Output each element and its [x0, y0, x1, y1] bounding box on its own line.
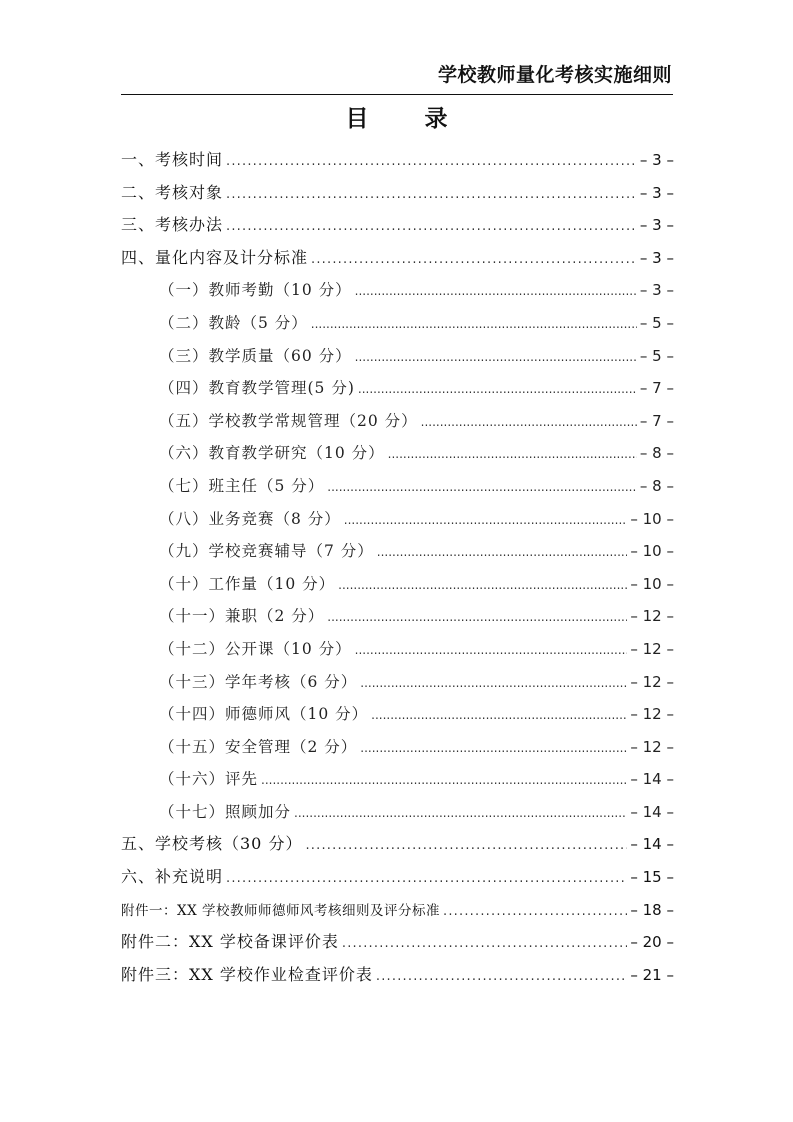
toc-entry-page-number: – 12 –: [630, 705, 674, 724]
toc-dot-leader: [443, 896, 627, 929]
toc-entry-page-number: – 3 –: [639, 151, 674, 169]
toc-dot-leader: [342, 928, 628, 961]
toc-entry[interactable]: [121, 763, 674, 796]
toc-entry-page-number: – 14 –: [630, 835, 674, 854]
toc-entry-title: 附件三：XX 学校作业检查评价表: [121, 964, 373, 984]
toc-dot-leader: [388, 438, 637, 471]
toc-entry-page-number: – 3 –: [639, 216, 674, 235]
toc-dot-leader: [226, 179, 637, 212]
toc-entry-page-number: – 3 –: [639, 183, 674, 202]
toc-entry-page-number: – 12 –: [630, 737, 674, 756]
toc-dot-leader: [294, 797, 627, 830]
toc-dot-leader: [358, 373, 637, 406]
toc-dot-leader: [371, 699, 627, 732]
toc-entry-title: （六）教育教学研究（10 分）: [159, 444, 385, 463]
toc-entry-title: （十四）师德师风（10 分）: [159, 705, 369, 724]
toc-dot-leader: [360, 732, 627, 765]
toc-entry-page-number: – 14 –: [630, 770, 674, 789]
toc-entry-title: 五、学校考核（30 分）: [121, 834, 303, 854]
toc-dot-leader: [311, 308, 637, 341]
toc-entry-title: （十三）学年考核（6 分）: [159, 672, 358, 691]
toc-entry-title: （九）学校竞赛辅导（7 分）: [159, 542, 374, 561]
toc-entry-page-number: – 18 –: [630, 900, 674, 919]
toc-dot-leader: [327, 471, 637, 504]
header-divider: [121, 94, 673, 95]
toc-entry-page-number: – 8 –: [639, 476, 674, 495]
toc-entry[interactable]: [121, 437, 674, 470]
toc-entry-page-number: – 15 –: [630, 868, 674, 887]
toc-dot-leader: [355, 275, 637, 308]
toc-entry[interactable]: [121, 372, 674, 405]
toc-entry-title: （十）工作量（10 分）: [159, 574, 336, 593]
toc-entry[interactable]: [121, 633, 674, 666]
toc-entry[interactable]: [121, 503, 674, 536]
toc-dot-leader: [360, 667, 627, 700]
toc-entry-page-number: – 12 –: [630, 672, 674, 691]
toc-dot-leader: [327, 601, 627, 634]
toc-entry[interactable]: [121, 828, 674, 861]
toc-entry-title: （四）教育教学管理(5 分): [159, 379, 355, 398]
toc-entry[interactable]: [121, 926, 674, 959]
toc-dot-leader: [376, 961, 628, 994]
toc-dot-leader: [226, 211, 637, 244]
toc-entry-title: 六、补充说明: [121, 867, 224, 887]
toc-entry-page-number: – 20 –: [630, 933, 674, 952]
toc-entry-title: （五）学校教学常规管理（20 分）: [159, 411, 418, 430]
toc-entry-page-number: – 12 –: [630, 607, 674, 626]
toc-entry-page-number: – 3 –: [639, 248, 674, 267]
toc-entry[interactable]: [121, 242, 674, 275]
toc-entry-title: （二）教龄（5 分）: [159, 313, 308, 332]
toc-entry-title: 附件二：XX 学校备课评价表: [121, 932, 339, 952]
toc-entry-title: （十六）评先: [159, 770, 259, 789]
toc-entry-title: （七）班主任（5 分）: [159, 476, 325, 495]
toc-entry-title: 三、考核办法: [121, 215, 224, 235]
toc-entry-title: 二、考核对象: [121, 182, 224, 202]
table-of-contents: [121, 144, 674, 991]
toc-entry-page-number: – 3 –: [639, 281, 674, 300]
toc-entry[interactable]: [121, 274, 674, 307]
toc-entry-title: （一）教师考勤（10 分）: [159, 281, 352, 300]
toc-entry-page-number: – 5 –: [639, 346, 674, 365]
toc-dot-leader: [226, 863, 627, 896]
toc-entry-title: （十二）公开课（10 分）: [159, 639, 352, 658]
toc-entry-page-number: – 7 –: [639, 411, 674, 430]
toc-dot-leader: [355, 341, 637, 374]
document-header-title: 学校教师量化考核实施细则: [437, 64, 672, 86]
toc-entry[interactable]: [121, 405, 674, 438]
toc-entry-page-number: – 10 –: [630, 542, 674, 561]
toc-entry[interactable]: [121, 177, 674, 210]
toc-heading: 目 录: [345, 106, 472, 132]
toc-entry-title: （三）教学质量（60 分）: [159, 346, 352, 365]
toc-entry[interactable]: [121, 340, 674, 373]
toc-dot-leader: [355, 634, 628, 667]
toc-entry[interactable]: [121, 568, 674, 601]
toc-dot-leader: [305, 830, 627, 863]
toc-entry[interactable]: [121, 698, 674, 731]
toc-entry-title: （八）业务竞赛（8 分）: [159, 509, 341, 528]
toc-entry[interactable]: [121, 307, 674, 340]
toc-entry[interactable]: [121, 959, 674, 992]
toc-dot-leader: [226, 146, 637, 179]
toc-entry[interactable]: [121, 666, 674, 699]
toc-entry-page-number: – 10 –: [630, 509, 674, 528]
toc-entry[interactable]: [121, 600, 674, 633]
toc-entry-page-number: – 21 –: [630, 965, 674, 984]
toc-entry[interactable]: [121, 861, 674, 894]
toc-entry-title: （十一）兼职（2 分）: [159, 607, 325, 626]
toc-entry-title: （十七）照顾加分: [159, 802, 292, 821]
toc-entry[interactable]: [121, 535, 674, 568]
toc-entry-page-number: – 5 –: [639, 313, 674, 332]
toc-dot-leader: [421, 406, 637, 439]
toc-entry[interactable]: [121, 209, 674, 242]
toc-dot-leader: [311, 244, 637, 277]
toc-entry[interactable]: [121, 796, 674, 829]
toc-entry-page-number: – 10 –: [630, 574, 674, 593]
toc-entry[interactable]: [121, 894, 674, 927]
toc-entry-page-number: – 7 –: [639, 379, 674, 398]
toc-dot-leader: [344, 504, 628, 537]
toc-entry-page-number: – 8 –: [639, 444, 674, 463]
toc-entry[interactable]: [121, 731, 674, 764]
toc-dot-leader: [377, 536, 628, 569]
toc-entry-title: （十五）安全管理（2 分）: [159, 737, 358, 756]
toc-entry[interactable]: [121, 144, 674, 177]
toc-entry-page-number: – 12 –: [630, 639, 674, 658]
toc-dot-leader: [338, 569, 627, 602]
toc-entry-page-number: – 14 –: [630, 802, 674, 821]
toc-entry[interactable]: [121, 470, 674, 503]
toc-entry-title: 附件一：XX 学校教师师德师风考核细则及评分标准: [121, 902, 441, 919]
toc-entry-title: 四、量化内容及计分标准: [121, 247, 309, 267]
toc-entry-title: 一、考核时间: [121, 150, 224, 169]
toc-dot-leader: [261, 764, 627, 797]
